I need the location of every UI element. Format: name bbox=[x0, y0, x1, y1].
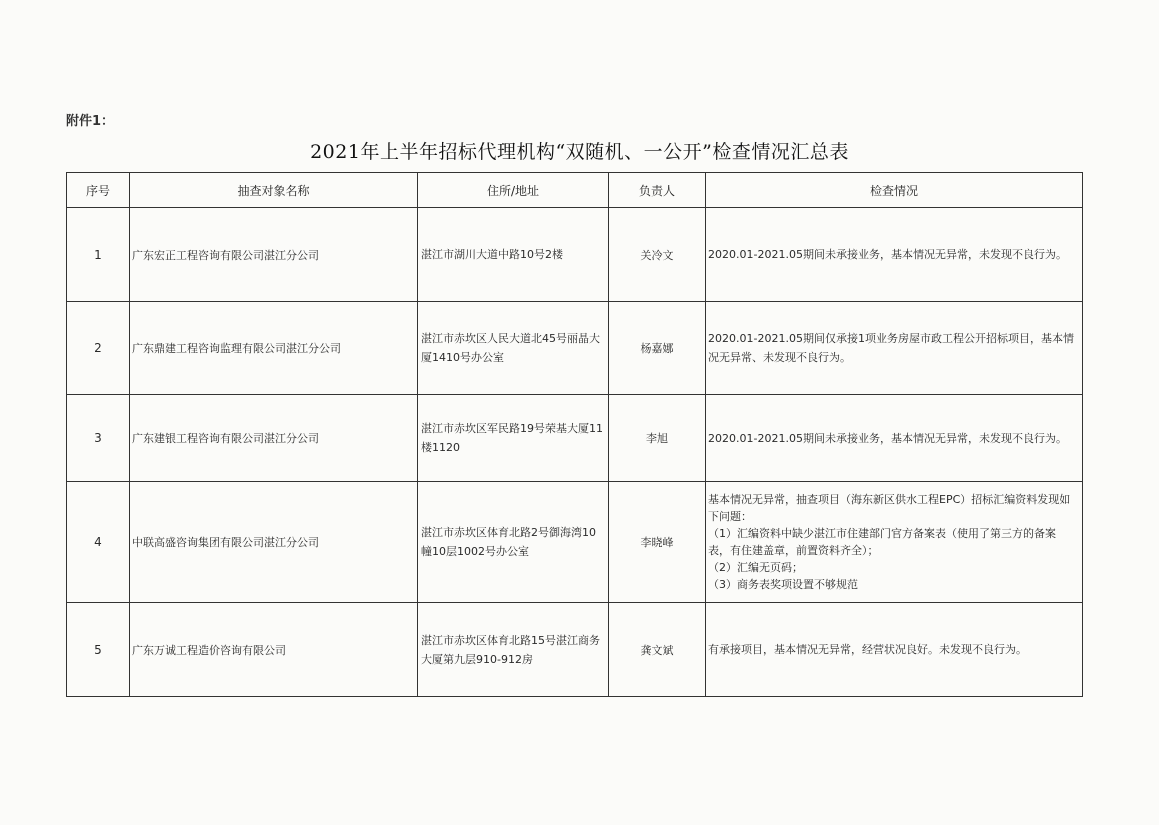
header-no: 序号 bbox=[67, 173, 130, 208]
row-no: 4 bbox=[67, 482, 130, 603]
row-person: 李旭 bbox=[609, 395, 706, 482]
inspection-summary-table bbox=[66, 172, 1083, 697]
result-line: 基本情况无异常，抽查项目（海东新区供水工程EPC）招标汇编资料发现如下问题： bbox=[708, 493, 1071, 523]
result-line: 2020.01-2021.05期间未承接业务，基本情况无异常，未发现不良行为。 bbox=[708, 248, 1067, 261]
row-name: 广东鼎建工程咨询监理有限公司湛江分公司 bbox=[130, 302, 418, 395]
row-person: 龚文斌 bbox=[609, 603, 706, 697]
header-name: 抽查对象名称 bbox=[130, 173, 418, 208]
table-row bbox=[67, 302, 1083, 395]
result-line: 2020.01-2021.05期间仅承接1项业务房屋市政工程公开招标项目，基本情况无异常、未发现不良行为。 bbox=[708, 332, 1074, 364]
row-address: 湛江市赤坎区体育北路15号湛江商务大厦第九层910-912房 bbox=[418, 603, 609, 697]
row-name: 广东宏正工程咨询有限公司湛江分公司 bbox=[130, 208, 418, 302]
row-result bbox=[706, 302, 1083, 395]
header-address: 住所/地址 bbox=[418, 173, 609, 208]
row-person: 李晓峰 bbox=[609, 482, 706, 603]
table-row bbox=[67, 395, 1083, 482]
table-row bbox=[67, 482, 1083, 603]
row-address: 湛江市湖川大道中路10号2楼 bbox=[418, 208, 609, 302]
row-result bbox=[706, 208, 1083, 302]
table-row bbox=[67, 208, 1083, 302]
annex-label: 附件1： bbox=[66, 114, 115, 129]
result-line: （2）汇编无页码； bbox=[708, 561, 803, 574]
result-line: 2020.01-2021.05期间未承接业务，基本情况无异常，未发现不良行为。 bbox=[708, 431, 1067, 445]
row-person: 杨嘉娜 bbox=[609, 302, 706, 395]
table-header-row bbox=[67, 173, 1083, 208]
result-line: 有承接项目，基本情况无异常，经营状况良好。未发现不良行为。 bbox=[708, 643, 1027, 656]
row-no: 3 bbox=[67, 395, 130, 482]
row-name: 广东建银工程咨询有限公司湛江分公司 bbox=[130, 395, 418, 482]
row-result bbox=[706, 603, 1083, 697]
row-result bbox=[706, 395, 1083, 482]
result-line: （3）商务表奖项设置不够规范 bbox=[708, 578, 858, 591]
result-line: （1）汇编资料中缺少湛江市住建部门官方备案表（使用了第三方的备案表，有住建盖章，前置资料齐全）； bbox=[708, 527, 1056, 557]
row-name: 中联高盛咨询集团有限公司湛江分公司 bbox=[130, 482, 418, 603]
row-result bbox=[706, 482, 1083, 603]
document-title: 2021年上半年招标代理机构“双随机、一公开”检查情况汇总表 bbox=[310, 141, 849, 163]
row-no: 5 bbox=[67, 603, 130, 697]
row-no: 2 bbox=[67, 302, 130, 395]
header-person: 负责人 bbox=[609, 173, 706, 208]
row-person: 关冷文 bbox=[609, 208, 706, 302]
table-row bbox=[67, 603, 1083, 697]
row-address: 湛江市赤坎区人民大道北45号丽晶大厦1410号办公室 bbox=[418, 302, 609, 395]
header-result: 检查情况 bbox=[706, 173, 1083, 208]
row-address: 湛江市赤坎区体育北路2号御海湾10幢10层1002号办公室 bbox=[418, 482, 609, 603]
row-no: 1 bbox=[67, 208, 130, 302]
row-name: 广东万诚工程造价咨询有限公司 bbox=[130, 603, 418, 697]
row-address: 湛江市赤坎区军民路19号荣基大厦11楼1120 bbox=[418, 395, 609, 482]
